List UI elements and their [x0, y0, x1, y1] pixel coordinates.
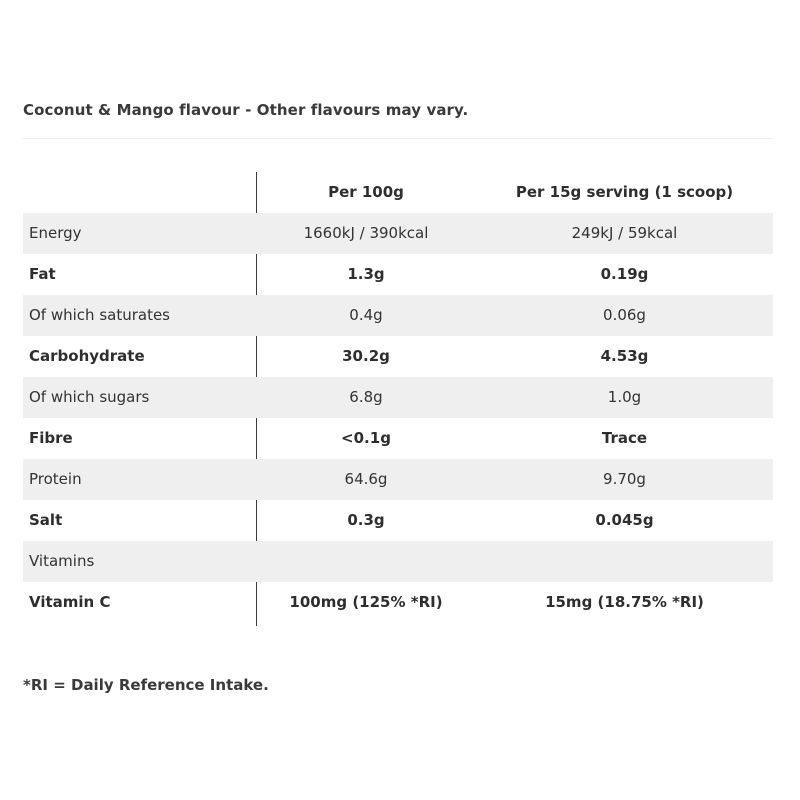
table-row-vitamins	[23, 541, 773, 582]
value-per-serving: Trace	[601, 429, 648, 447]
value-per-serving: 0.06g	[603, 306, 646, 324]
nutrient-label: Fat	[29, 265, 56, 283]
nutrition-table	[23, 172, 773, 623]
nutrient-label: Vitamin C	[29, 593, 111, 611]
table-row-fibre	[23, 418, 773, 459]
value-per-100g	[256, 541, 476, 582]
nutrient-label: Vitamins	[29, 552, 95, 570]
value-per-100g: 0.4g	[349, 306, 383, 324]
flavour-note: Coconut & Mango flavour - Other flavours may vary.	[23, 101, 469, 119]
nutrient-label: Fibre	[29, 429, 73, 447]
divider	[23, 138, 773, 139]
value-per-100g: <0.1g	[341, 429, 391, 447]
value-per-100g: 100mg (125% *RI)	[289, 593, 443, 611]
value-per-serving	[476, 541, 773, 582]
table-header-row	[23, 172, 773, 213]
value-per-100g: 1660kJ / 390kcal	[303, 224, 429, 242]
value-per-serving: 15mg (18.75% *RI)	[545, 593, 704, 611]
table-row-carbohydrate	[23, 336, 773, 377]
nutrient-label: Salt	[29, 511, 63, 529]
nutrient-label: Of which saturates	[29, 306, 170, 324]
value-per-100g: 64.6g	[344, 470, 388, 488]
table-row-saturates	[23, 295, 773, 336]
nutrient-label: Carbohydrate	[29, 347, 145, 365]
table-row-vitamin-c	[23, 582, 773, 623]
value-per-serving: 249kJ / 59kcal	[571, 224, 678, 242]
header-per-serving: Per 15g serving (1 scoop)	[515, 183, 734, 201]
table-row-energy	[23, 213, 773, 254]
table-row-sugars	[23, 377, 773, 418]
table-row-salt	[23, 500, 773, 541]
value-per-serving: 9.70g	[603, 470, 646, 488]
table-row-fat	[23, 254, 773, 295]
nutrient-label: Protein	[29, 470, 82, 488]
nutrient-label: Energy	[29, 224, 82, 242]
value-per-serving: 0.19g	[600, 265, 649, 283]
value-per-100g: 1.3g	[347, 265, 385, 283]
value-per-100g: 6.8g	[349, 388, 383, 406]
value-per-100g: 30.2g	[342, 347, 390, 365]
nutrient-label: Of which sugars	[29, 388, 150, 406]
header-per-100g: Per 100g	[328, 183, 404, 201]
value-per-100g: 0.3g	[347, 511, 385, 529]
table-row-protein	[23, 459, 773, 500]
value-per-serving: 1.0g	[607, 388, 642, 406]
value-per-serving: 4.53g	[600, 347, 649, 365]
footnote: *RI = Daily Reference Intake.	[23, 676, 269, 694]
value-per-serving: 0.045g	[595, 511, 654, 529]
